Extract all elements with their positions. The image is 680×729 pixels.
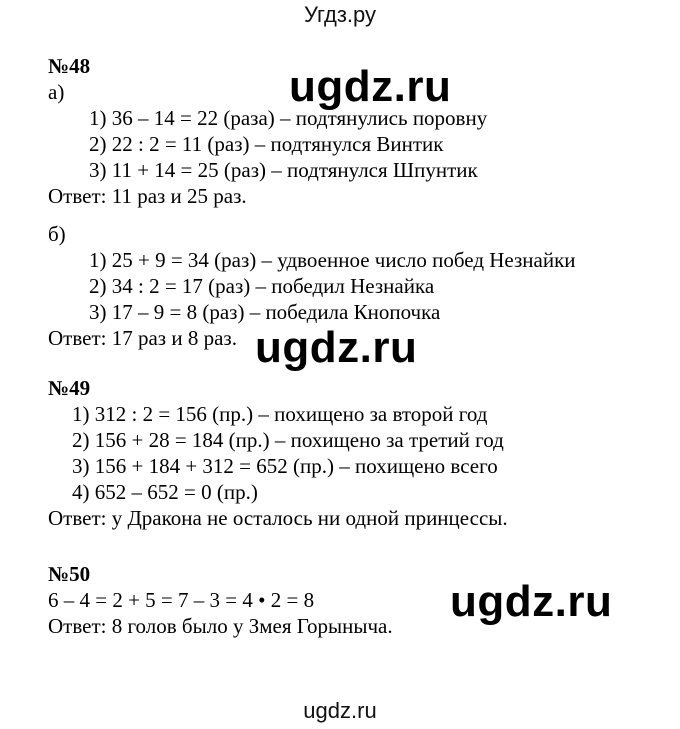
site-header: Угдз.ру [303, 2, 377, 27]
task-48a-answer: Ответ: 11 раз и 25 раз. [48, 184, 247, 208]
task-49-answer: Ответ: у Дракона не осталось ни одной принцессы. [48, 506, 508, 530]
task-49-step-4: 4) 652 – 652 = 0 (пр.) [72, 480, 258, 504]
task-48a-step-3: 3) 11 + 14 = 25 (раз) – подтянулся Шпунтик [89, 158, 478, 182]
task-50-expression: 6 – 4 = 2 + 5 = 7 – 3 = 4 • 2 = 8 [48, 588, 315, 612]
task-48a-step-1: 1) 36 – 14 = 22 (раза) – подтянулись поровну [89, 106, 488, 130]
watermark-middle: ugdz.ru [255, 323, 418, 372]
task-49-heading: №49 [48, 376, 91, 400]
task-49-step-2: 2) 156 + 28 = 184 (пр.) – похищено за третий год [72, 428, 504, 452]
task-49-step-1: 1) 312 : 2 = 156 (пр.) – похищено за второй год [72, 402, 488, 426]
task-48-part-a-label: а) [48, 80, 65, 104]
task-48b-step-2: 2) 34 : 2 = 17 (раз) – победил Незнайка [89, 274, 435, 298]
task-48b-step-1: 1) 25 + 9 = 34 (раз) – удвоенное число побед Незнайки [89, 248, 576, 272]
task-48-part-b-label: б) [48, 222, 66, 246]
task-48b-step-3: 3) 17 – 9 = 8 (раз) – победила Кнопочка [89, 300, 441, 324]
task-48b-answer: Ответ: 17 раз и 8 раз. [48, 326, 237, 350]
watermark-top: ugdz.ru [289, 62, 452, 111]
watermark-bottom: ugdz.ru [450, 577, 613, 626]
site-footer: ugdz.ru [303, 698, 377, 723]
task-50-heading: №50 [48, 562, 91, 586]
task-49-step-3: 3) 156 + 184 + 312 = 652 (пр.) – похищено всего [72, 454, 498, 478]
task-50-answer: Ответ: 8 голов было у Змея Горыныча. [48, 614, 393, 638]
task-48-heading: №48 [48, 54, 91, 78]
task-48a-step-2: 2) 22 : 2 = 11 (раз) – подтянулся Винтик [89, 132, 444, 156]
